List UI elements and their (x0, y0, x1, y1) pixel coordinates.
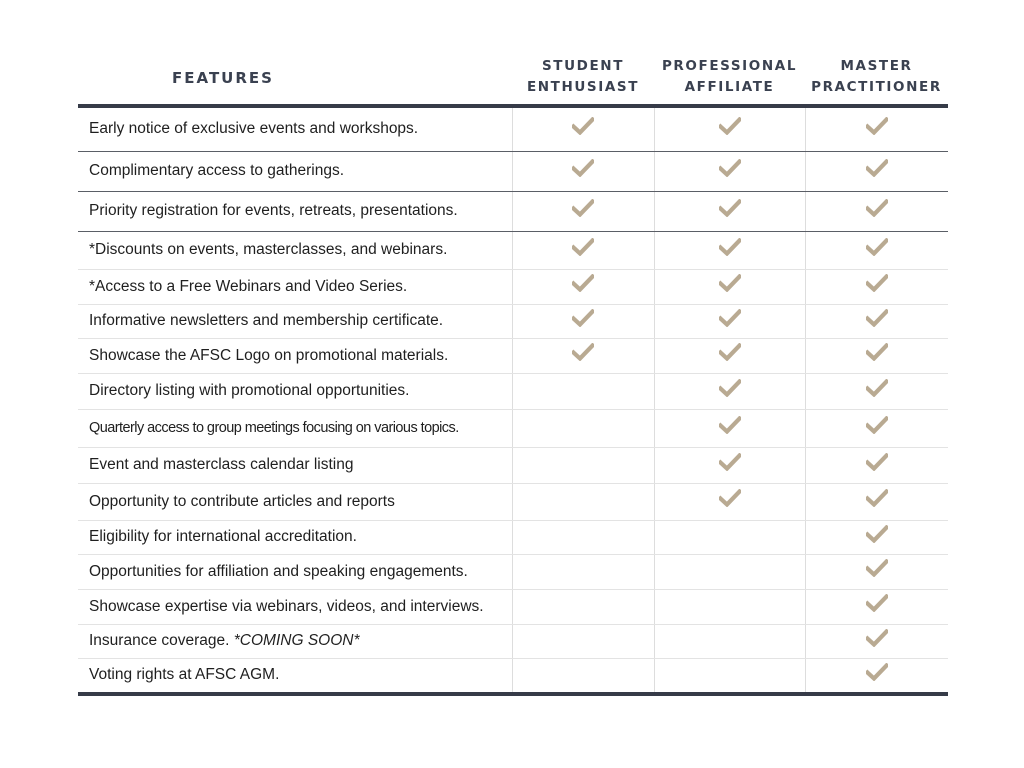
cell-professional (654, 106, 805, 151)
table-row (78, 151, 948, 191)
feature-cell (78, 624, 512, 658)
features-heading: FEATURES (78, 50, 512, 106)
checkmark-icon (866, 199, 888, 217)
feature-label: Informative newsletters and membership certificate. (89, 312, 444, 329)
checkmark-icon (572, 117, 594, 135)
table-row (78, 589, 948, 624)
feature-label: Voting rights at AFSC AGM. (89, 666, 280, 684)
checkmark-icon (719, 379, 741, 397)
cell-professional (654, 483, 805, 520)
cell-professional (654, 554, 805, 589)
cell-master (805, 373, 948, 409)
cell-student (512, 373, 654, 409)
checkmark-icon (572, 238, 594, 256)
cell-student (512, 658, 654, 694)
checkmark-icon (719, 416, 741, 434)
cell-master (805, 338, 948, 373)
checkmark-icon (719, 117, 741, 135)
cell-student (512, 304, 654, 338)
tier-heading-line: PROFESSIONAL (661, 58, 798, 74)
table-row (78, 373, 948, 409)
cell-student (512, 191, 654, 231)
checkmark-icon (572, 274, 594, 292)
cell-master (805, 409, 948, 447)
cell-master (805, 554, 948, 589)
feature-cell (78, 447, 512, 483)
cell-student (512, 589, 654, 624)
cell-professional (654, 373, 805, 409)
table-row (78, 658, 948, 694)
checkmark-icon (866, 489, 888, 507)
feature-label: Showcase the AFSC Logo on promotional materials. (89, 346, 449, 364)
table-row (78, 409, 948, 447)
feature-cell (78, 151, 512, 191)
table-row (78, 483, 948, 520)
cell-professional (654, 447, 805, 483)
cell-professional (654, 520, 805, 554)
membership-comparison (78, 50, 948, 696)
tier-heading-line: PRACTITIONER (811, 79, 942, 95)
feature-cell (78, 304, 512, 338)
table-row (78, 554, 948, 589)
cell-professional (654, 589, 805, 624)
feature-label: Early notice of exclusive events and workshops. (89, 120, 419, 138)
checkmark-icon (719, 238, 741, 256)
feature-label: Quarterly access to group meetings focusing on various topics. (89, 420, 459, 436)
checkmark-icon (866, 117, 888, 135)
checkmark-icon (719, 343, 741, 361)
cell-master (805, 658, 948, 694)
cell-student (512, 231, 654, 269)
tier-heading-master (805, 50, 948, 106)
checkmark-icon (719, 159, 741, 177)
table-row (78, 338, 948, 373)
cell-professional (654, 658, 805, 694)
cell-student (512, 447, 654, 483)
checkmark-icon (572, 309, 594, 327)
checkmark-icon (866, 629, 888, 647)
checkmark-icon (719, 274, 741, 292)
tier-heading-line: STUDENT (541, 58, 625, 74)
cell-student (512, 554, 654, 589)
checkmark-icon (866, 525, 888, 543)
checkmark-icon (866, 453, 888, 471)
cell-student (512, 106, 654, 151)
feature-rows (78, 106, 948, 694)
checkmark-icon (719, 489, 741, 507)
tier-heading-professional (654, 50, 805, 106)
cell-student (512, 520, 654, 554)
feature-label: Showcase expertise via webinars, videos, and interviews. (89, 597, 484, 615)
cell-professional (654, 624, 805, 658)
cell-student (512, 409, 654, 447)
cell-master (805, 304, 948, 338)
cell-master (805, 483, 948, 520)
feature-cell (78, 658, 512, 694)
feature-cell (78, 191, 512, 231)
table-row (78, 106, 948, 151)
checkmark-icon (572, 159, 594, 177)
feature-label: *Access to a Free Webinars and Video Series. (89, 277, 408, 295)
checkmark-icon (866, 238, 888, 256)
cell-master (805, 624, 948, 658)
cell-master (805, 106, 948, 151)
cell-professional (654, 151, 805, 191)
feature-cell (78, 269, 512, 304)
feature-label: Insurance coverage. (89, 632, 230, 649)
cell-master (805, 589, 948, 624)
checkmark-icon (719, 453, 741, 471)
feature-note: *COMING SOON* (233, 632, 360, 649)
cell-master (805, 191, 948, 231)
feature-label: Complimentary access to gatherings. (89, 162, 345, 179)
feature-label: Directory listing with promotional opportunities. (89, 382, 410, 399)
checkmark-icon (572, 199, 594, 217)
cell-student (512, 624, 654, 658)
table-row (78, 447, 948, 483)
checkmark-icon (866, 559, 888, 577)
cell-master (805, 520, 948, 554)
feature-cell (78, 231, 512, 269)
table-row (78, 624, 948, 658)
table-row (78, 231, 948, 269)
feature-cell (78, 589, 512, 624)
checkmark-icon (866, 379, 888, 397)
header-row (78, 50, 948, 106)
cell-professional (654, 191, 805, 231)
feature-label: *Discounts on events, masterclasses, and webinars. (89, 241, 448, 258)
checkmark-icon (866, 343, 888, 361)
checkmark-icon (866, 416, 888, 434)
cell-professional (654, 338, 805, 373)
cell-professional (654, 304, 805, 338)
checkmark-icon (719, 309, 741, 327)
feature-cell (78, 520, 512, 554)
table-row (78, 520, 948, 554)
feature-cell (78, 338, 512, 373)
checkmark-icon (866, 594, 888, 612)
feature-cell (78, 554, 512, 589)
cell-master (805, 269, 948, 304)
table-row (78, 269, 948, 304)
tier-heading-line: MASTER (840, 58, 913, 74)
checkmark-icon (866, 274, 888, 292)
cell-professional (654, 269, 805, 304)
checkmark-icon (866, 159, 888, 177)
checkmark-icon (866, 663, 888, 681)
table-row (78, 191, 948, 231)
checkmark-icon (719, 199, 741, 217)
cell-master (805, 151, 948, 191)
tier-heading-student (512, 50, 654, 106)
feature-label: Opportunity to contribute articles and reports (89, 492, 395, 510)
feature-cell (78, 373, 512, 409)
cell-master (805, 447, 948, 483)
cell-master (805, 231, 948, 269)
tier-heading-line: ENTHUSIAST (526, 79, 640, 95)
cell-professional (654, 409, 805, 447)
feature-cell (78, 106, 512, 151)
cell-professional (654, 231, 805, 269)
feature-label: Eligibility for international accreditation. (89, 528, 357, 545)
feature-cell (78, 409, 512, 447)
checkmark-icon (572, 343, 594, 361)
cell-student (512, 269, 654, 304)
cell-student (512, 483, 654, 520)
feature-label: Event and masterclass calendar listing (89, 456, 354, 473)
cell-student (512, 151, 654, 191)
cell-student (512, 338, 654, 373)
table-row (78, 304, 948, 338)
feature-cell (78, 483, 512, 520)
feature-label: Priority registration for events, retreats, presentations. (89, 202, 458, 219)
membership-table (78, 50, 948, 696)
feature-label: Opportunities for affiliation and speaking engagements. (89, 562, 468, 580)
checkmark-icon (866, 309, 888, 327)
tier-heading-line: AFFILIATE (684, 79, 775, 95)
